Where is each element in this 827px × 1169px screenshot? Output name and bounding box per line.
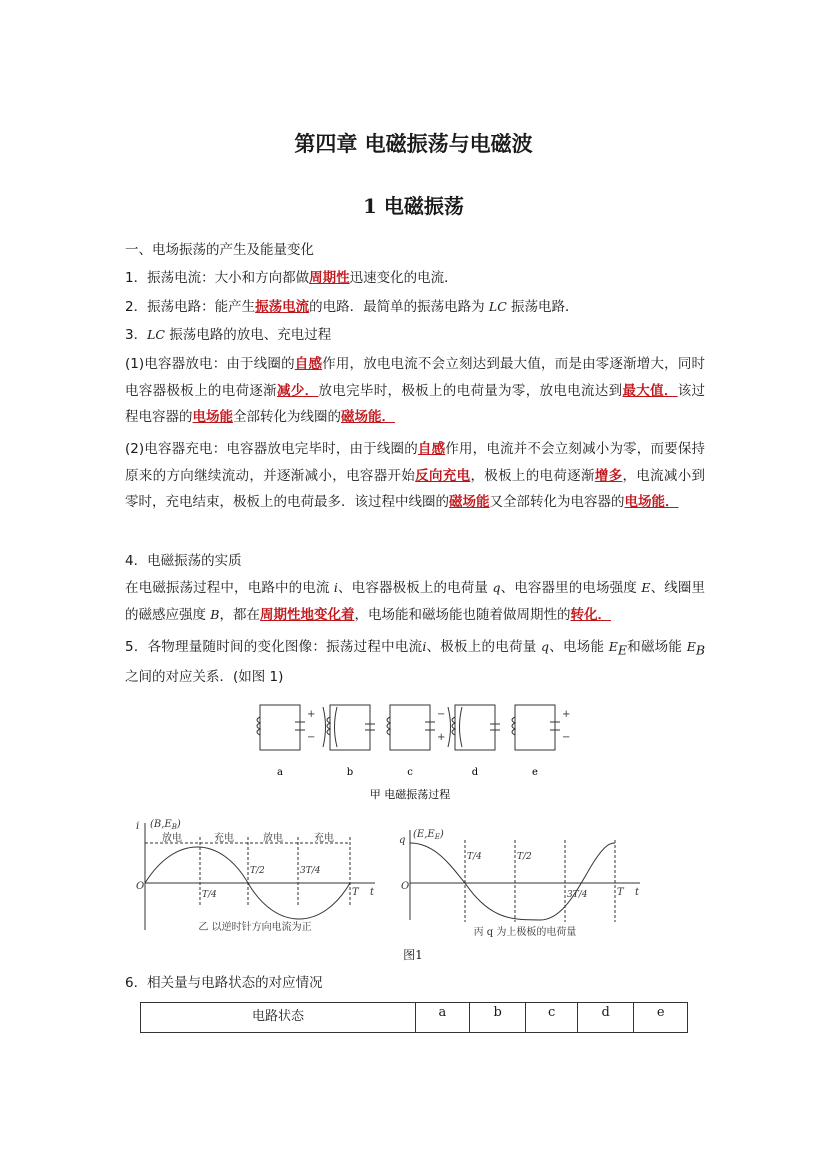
p3-answer-periodic: 周期性地变化着 — [259, 606, 355, 623]
tick-t: T — [352, 887, 359, 898]
p3-var-i: i — [333, 580, 338, 595]
p2-answer-reverse-charge: 反向充电 — [415, 467, 471, 484]
p3-answer-transform: 转化． — [570, 606, 611, 623]
oscillation-circuits-figure — [245, 695, 575, 805]
paragraph-essence — [125, 575, 705, 628]
p1-text-g: 该过程电容器的 — [125, 382, 706, 425]
table-header-d: d — [577, 1003, 634, 1033]
item-1-text: 1．振荡电流：大小和方向都做 — [125, 270, 310, 286]
p2-text-a: (2)电容器充电：电容器放电完毕时，由于线圈的 — [125, 441, 418, 457]
tick2-3t4: 3T/4 — [567, 890, 588, 900]
phase-discharge-2: 放电 — [263, 833, 283, 844]
item-2-mid: 的电路．最简单的振荡电路为 — [309, 299, 489, 315]
svg-text:+: + — [437, 732, 446, 743]
p1-answer-magnetic-energy: 磁场能． — [341, 409, 395, 425]
p3-text-g: ，电场能和磁场能也随着做周期性的 — [354, 606, 571, 623]
circuit-label-c: c — [407, 767, 413, 778]
tick-3t4: 3T/4 — [300, 866, 321, 876]
phase-discharge-1: 放电 — [162, 833, 182, 844]
axis-i-label: i — [136, 821, 140, 832]
circuit-label-d: d — [471, 767, 479, 778]
circuit-label-a: a — [277, 767, 283, 778]
item-2-tail: 振荡电路． — [506, 299, 579, 315]
p1-answer-max: 最大值． — [622, 382, 678, 399]
p4-var-q: q — [540, 639, 549, 654]
phase-charge-2: 充电 — [314, 833, 334, 844]
p3-text-b: 、电容器极板上的电荷量 — [337, 580, 493, 596]
p1-text-i: 全部转化为线圈的 — [233, 409, 341, 425]
circuit-caption: 甲 电磁振荡过程 — [369, 788, 451, 801]
axis-q-label: q — [399, 835, 406, 846]
tick2-t2: T/2 — [517, 852, 532, 862]
p2-text-c: 作用，电流并不会立刻减小为零，而要保持原来的方向继续流动，并逐渐减小，电容器开始 — [125, 441, 706, 484]
circuit-label-e: e — [532, 767, 538, 778]
chapter-title: 第四章 电磁振荡与电磁波 — [294, 131, 533, 156]
origin-label-2: O — [401, 881, 410, 892]
p2-answer-magnetic-energy: 磁场能 — [449, 494, 490, 510]
p2-answer-self-induction: 自感 — [417, 441, 446, 457]
svg-text:−: − — [307, 732, 316, 743]
item-3-lc: LC — [147, 327, 165, 342]
svg-text:+: + — [562, 709, 571, 720]
tick2-t: T — [617, 887, 624, 898]
p4-var-EB-sub: B — [695, 642, 705, 658]
item-2-lc: LC — [488, 299, 507, 314]
heading-energy: 一、电场振荡的产生及能量变化 — [125, 242, 314, 258]
paragraph-discharge — [125, 351, 705, 431]
p3-var-B: B — [210, 606, 220, 622]
item-6: 6．相关量与电路状态的对应情况 — [125, 975, 323, 991]
p4-text-c: 、电场能 — [549, 639, 609, 655]
p3-text-e: ，都在 — [219, 606, 260, 623]
table-header-a: a — [416, 1003, 470, 1033]
svg-text:−: − — [562, 732, 571, 743]
item-2-text: 2．振荡电路：能产生 — [125, 299, 256, 315]
plot1-caption: 乙 以逆时针方向电流为正 — [198, 922, 312, 933]
table-header-state: 电路状态 — [141, 1003, 416, 1033]
table-header-e: e — [634, 1003, 688, 1033]
item-1-answer: 周期性 — [309, 270, 350, 286]
item-3 — [125, 325, 331, 345]
table-row — [141, 1003, 688, 1033]
item-1 — [125, 268, 458, 288]
axis-e-label: $(E,E_E)$ — [413, 829, 444, 841]
axis-t-label: t — [370, 887, 375, 898]
p4-var-i: i — [422, 639, 427, 654]
p1-answer-electric-energy: 电场能 — [192, 409, 233, 425]
p2-text-i: 又全部转化为电容器的 — [489, 494, 625, 510]
p1-answer-self-induction: 自感 — [294, 356, 323, 372]
circuit-label-b: b — [346, 767, 354, 778]
p4-text-e: 之间的对应关系．(如图 1) — [125, 669, 284, 686]
p3-text-c: 、电容器里的电场强度 — [500, 580, 642, 596]
svg-text:−: − — [437, 709, 446, 720]
item-1-tail: 迅速变化的电流． — [349, 270, 458, 286]
item-3-text: 振荡电路的放电、充电过程 — [164, 327, 332, 343]
section-title: 1 电磁振荡 — [363, 194, 464, 218]
p3-text-d: 、线圈里的磁感应强度 — [125, 580, 705, 623]
p1-text-a: (1)电容器放电：由于线圈的 — [125, 356, 295, 372]
tick-t4: T/4 — [202, 890, 217, 900]
p1-text-c: 作用，放电电流不会立刻达到最大值，而是由零逐渐增大，同时电容器极板上的电荷逐渐 — [125, 356, 706, 399]
p4-var-EE-sub: E — [617, 642, 627, 658]
figure-label: 图1 — [403, 948, 423, 962]
item-2 — [125, 297, 579, 317]
item-2-answer: 振荡电流 — [255, 299, 310, 315]
item-4: 4．电磁振荡的实质 — [125, 553, 242, 569]
tick2-t4: T/4 — [467, 852, 482, 862]
p4-var-EE: E — [608, 639, 618, 654]
table-header-c: c — [526, 1003, 577, 1033]
svg-text:+: + — [307, 709, 316, 720]
item-3-num: 3． — [125, 327, 148, 343]
p1-text-e: 放电完毕时，极板上的电荷量为零，放电电流达到 — [318, 382, 623, 399]
axis-b-label: $(B,E_B)$ — [150, 819, 181, 831]
paragraph-charge — [125, 436, 705, 516]
p4-text-a: 5．各物理量随时间的变化图像：振荡过程中电流 — [125, 639, 423, 655]
table-header-b: b — [469, 1003, 526, 1033]
p4-text-d: 和磁场能 — [626, 639, 687, 655]
phase-charge-1: 充电 — [214, 833, 234, 844]
origin-label: O — [136, 881, 145, 892]
current-graph — [130, 815, 385, 940]
p3-text-a: 在电磁振荡过程中，电路中的电流 — [125, 580, 334, 596]
p3-var-q: q — [492, 580, 501, 595]
p2-answer-increase: 增多 — [594, 467, 623, 484]
charge-graph — [395, 825, 655, 940]
p2-text-g: ，电流减小到零时，充电结束，极板上的电荷最多．该过程中线圈的 — [125, 467, 706, 510]
circuit-state-table — [140, 1002, 688, 1033]
p1-answer-decrease: 减少． — [277, 382, 319, 399]
p3-var-E: E — [641, 580, 651, 595]
p2-text-e: ，极板上的电荷逐渐 — [470, 467, 595, 484]
plot2-caption: 丙 q 为上极板的电荷量 — [473, 927, 577, 938]
p2-answer-electric-energy: 电场能． — [624, 494, 679, 510]
p4-text-b: 、极板上的电荷量 — [426, 639, 541, 655]
p4-var-EB: E — [686, 639, 696, 654]
tick-t2: T/2 — [250, 866, 265, 876]
axis-t2-label: t — [635, 887, 640, 898]
paragraph-graphs — [125, 634, 705, 691]
